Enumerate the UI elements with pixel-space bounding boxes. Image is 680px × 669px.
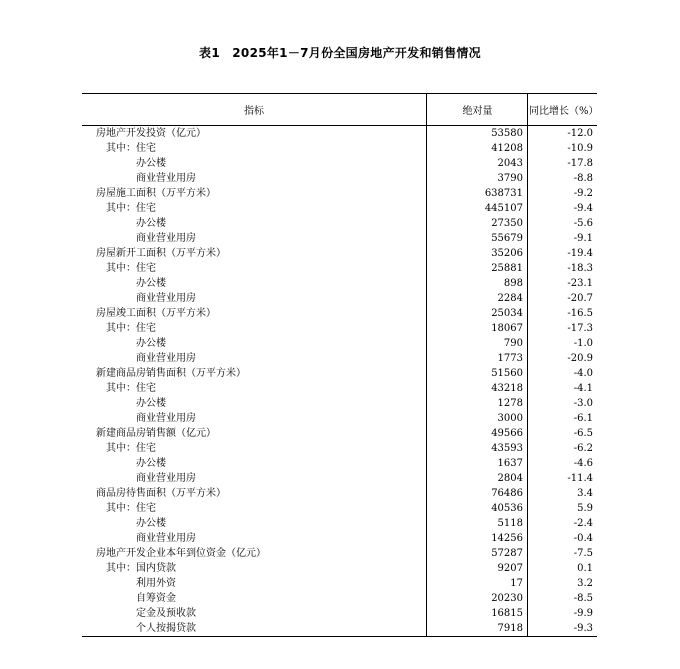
row-value: 9207 (427, 561, 528, 576)
row-label: 商业营业用房 (82, 531, 427, 546)
row-label: 房屋施工面积（万平方米） (82, 186, 427, 201)
row-value: 2043 (427, 156, 528, 171)
row-growth: 3.4 (577, 488, 593, 499)
row-label: 办公楼 (82, 516, 427, 531)
row-label: 新建商品房销售面积（万平方米） (82, 366, 427, 381)
table-row (82, 516, 597, 531)
row-value: 2284 (427, 291, 528, 306)
table-row (82, 486, 597, 501)
row-value: 25881 (427, 261, 528, 276)
row-label: 商业营业用房 (82, 291, 427, 306)
table-row (82, 411, 597, 426)
row-growth: -3.0 (573, 398, 593, 409)
table-row (82, 396, 597, 411)
row-growth: -20.9 (567, 353, 593, 364)
row-value: 55679 (427, 231, 528, 246)
row-value: 43593 (427, 441, 528, 456)
row-label: 商业营业用房 (82, 411, 427, 426)
data-table (82, 93, 597, 637)
row-value: 20230 (427, 591, 528, 606)
row-growth: -11.4 (567, 473, 593, 484)
row-label: 其中：住宅 (82, 321, 427, 336)
row-value: 3000 (427, 411, 528, 426)
row-growth: -18.3 (567, 263, 593, 274)
table-body (82, 126, 597, 637)
row-value: 25034 (427, 306, 528, 321)
row-label: 办公楼 (82, 156, 427, 171)
table-row (82, 501, 597, 516)
row-value: 76486 (427, 486, 528, 501)
row-label: 其中：住宅 (82, 261, 427, 276)
row-label: 其中：住宅 (82, 141, 427, 156)
row-growth: -4.0 (573, 368, 593, 379)
table-row (82, 621, 597, 637)
row-growth: -20.7 (567, 293, 593, 304)
table-row (82, 171, 597, 186)
row-value: 27350 (427, 216, 528, 231)
row-growth: -9.1 (573, 233, 593, 244)
table-row (82, 351, 597, 366)
header-yoy-growth: 同比增长（%） (528, 94, 598, 126)
row-growth: -9.3 (528, 621, 598, 637)
row-value: 14256 (427, 531, 528, 546)
table-row (82, 291, 597, 306)
table-row (82, 321, 597, 336)
row-label: 房屋竣工面积（万平方米） (82, 306, 427, 321)
row-label: 其中：住宅 (82, 441, 427, 456)
table-row (82, 366, 597, 381)
row-label: 办公楼 (82, 456, 427, 471)
row-label: 利用外资 (82, 576, 427, 591)
table-row (82, 276, 597, 291)
row-value: 43218 (427, 381, 528, 396)
row-label: 房地产开发企业本年到位资金（亿元） (82, 546, 427, 561)
row-growth: 5.9 (577, 503, 593, 514)
table-row (82, 456, 597, 471)
table-row (82, 546, 597, 561)
row-growth: -4.1 (573, 383, 593, 394)
row-label: 办公楼 (82, 276, 427, 291)
row-growth: -2.4 (573, 518, 593, 529)
row-value: 1773 (427, 351, 528, 366)
row-label: 其中：住宅 (82, 501, 427, 516)
row-label: 房屋新开工面积（万平方米） (82, 246, 427, 261)
header-indicator: 指标 (82, 94, 427, 126)
row-growth: -17.8 (567, 158, 593, 169)
row-value: 40536 (427, 501, 528, 516)
table-header-row (82, 94, 597, 126)
row-growth: -6.2 (573, 443, 593, 454)
row-growth: -6.5 (573, 428, 593, 439)
row-growth: -6.1 (573, 413, 593, 424)
table-row (82, 141, 597, 156)
row-label: 个人按揭贷款 (82, 621, 427, 637)
table-row (82, 471, 597, 486)
row-label: 其中：住宅 (82, 201, 427, 216)
header-absolute-value: 绝对量 (427, 94, 528, 126)
row-value: 35206 (427, 246, 528, 261)
row-label: 其中：国内贷款 (82, 561, 427, 576)
row-value: 51560 (427, 366, 528, 381)
row-value: 445107 (427, 201, 528, 216)
row-growth: -9.9 (573, 608, 593, 619)
row-value: 57287 (427, 546, 528, 561)
table-row (82, 561, 597, 576)
row-value: 2804 (427, 471, 528, 486)
row-value: 16815 (427, 606, 528, 621)
row-label: 房地产开发投资（亿元） (82, 126, 427, 142)
table-row (82, 576, 597, 591)
row-growth: -9.2 (573, 188, 593, 199)
row-growth: -19.4 (567, 248, 593, 259)
table-row (82, 126, 597, 142)
row-growth: -16.5 (567, 308, 593, 319)
row-label: 定金及预收款 (82, 606, 427, 621)
row-value: 49566 (427, 426, 528, 441)
table-title: 表1 2025年1－7月份全国房地产开发和销售情况 (199, 46, 481, 60)
row-growth: -4.6 (573, 458, 593, 469)
table-row (82, 306, 597, 321)
row-value: 790 (427, 336, 528, 351)
row-label: 办公楼 (82, 336, 427, 351)
row-growth: -5.6 (573, 218, 593, 229)
row-value: 5118 (427, 516, 528, 531)
table-row (82, 201, 597, 216)
row-label: 商品房待售面积（万平方米） (82, 486, 427, 501)
row-growth: -0.4 (573, 533, 593, 544)
table-row (82, 441, 597, 456)
table-row (82, 186, 597, 201)
table-row (82, 606, 597, 621)
row-value: 3790 (427, 171, 528, 186)
row-value: 638731 (427, 186, 528, 201)
table-row (82, 336, 597, 351)
table-row (82, 381, 597, 396)
table-row (82, 246, 597, 261)
row-label: 办公楼 (82, 216, 427, 231)
row-growth: 3.2 (577, 578, 593, 589)
row-value: 17 (427, 576, 528, 591)
row-growth: -1.0 (573, 338, 593, 349)
row-label: 自筹资金 (82, 591, 427, 606)
table-row (82, 591, 597, 606)
row-growth: 0.1 (577, 563, 593, 574)
row-growth: -8.5 (573, 593, 593, 604)
table-row (82, 156, 597, 171)
table-row (82, 231, 597, 246)
row-value: 18067 (427, 321, 528, 336)
row-label: 商业营业用房 (82, 351, 427, 366)
row-label: 其中：住宅 (82, 381, 427, 396)
row-growth: -10.9 (567, 143, 593, 154)
table-row (82, 426, 597, 441)
row-label: 商业营业用房 (82, 171, 427, 186)
row-growth: -7.5 (573, 548, 593, 559)
row-growth: -9.4 (573, 203, 593, 214)
row-value: 53580 (427, 126, 528, 142)
row-label: 商业营业用房 (82, 231, 427, 246)
table-row (82, 261, 597, 276)
row-value: 41208 (427, 141, 528, 156)
row-value: 1278 (427, 396, 528, 411)
row-value: 1637 (427, 456, 528, 471)
row-value: 898 (427, 276, 528, 291)
row-growth: -8.8 (573, 173, 593, 184)
row-growth: -17.3 (567, 323, 593, 334)
table-row (82, 216, 597, 231)
row-label: 办公楼 (82, 396, 427, 411)
table-row (82, 531, 597, 546)
row-growth: -23.1 (567, 278, 593, 289)
row-growth: -12.0 (567, 128, 593, 139)
row-label: 新建商品房销售额（亿元） (82, 426, 427, 441)
row-value: 7918 (427, 621, 528, 637)
row-label: 商业营业用房 (82, 471, 427, 486)
